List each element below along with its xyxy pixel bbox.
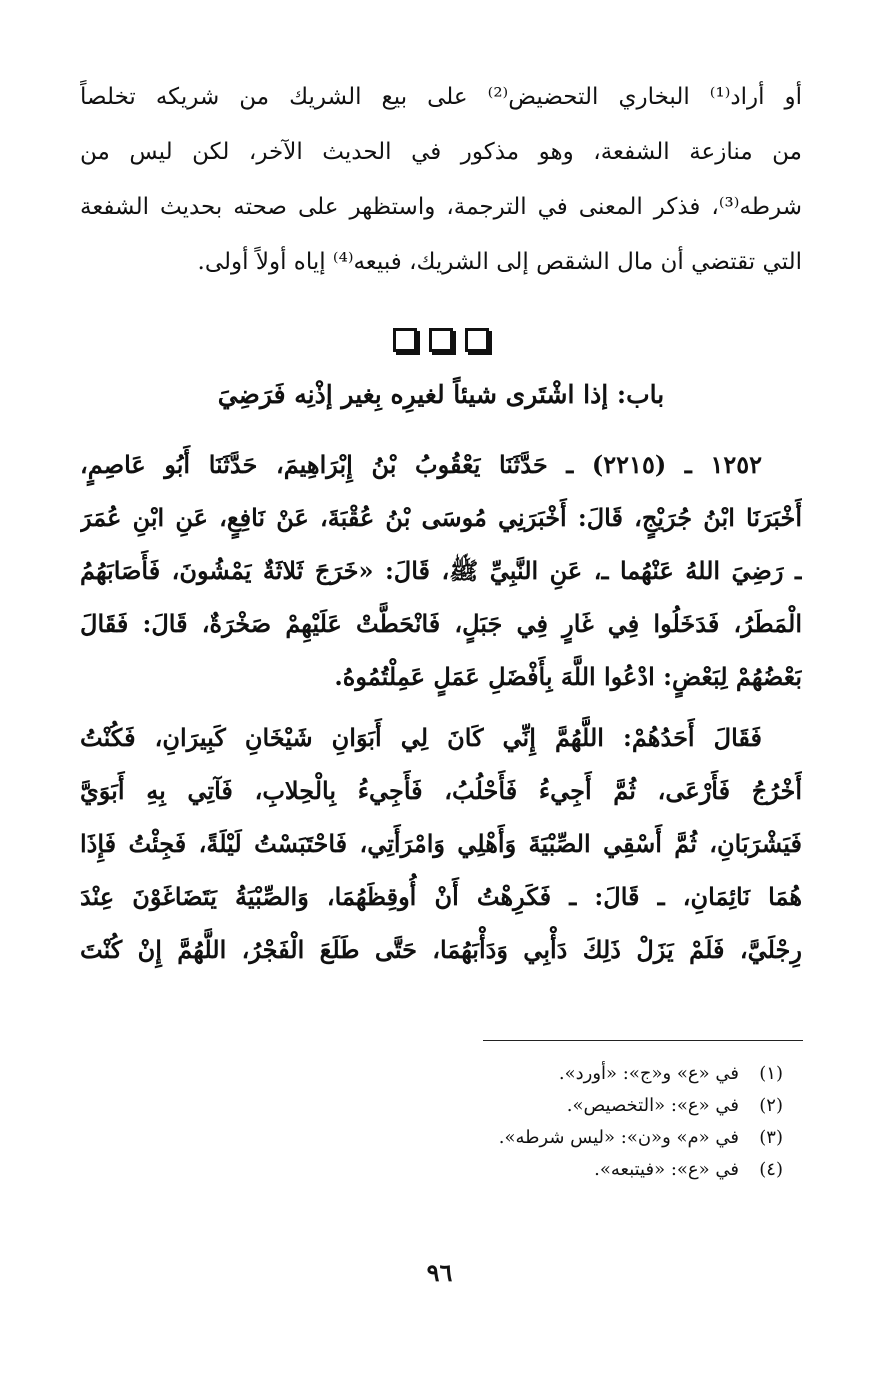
footnote-number: (٤) <box>759 1159 783 1180</box>
footnote-text: في «م» و«ن»: «ليس شرطه». <box>498 1127 739 1148</box>
square-ornament-icon <box>465 328 489 352</box>
chapter-label: باب: <box>616 380 665 409</box>
hadith-line: رِجْلَيَّ، فَلَمْ يَزَلْ ذَلِكَ دَأْبِي وَدَأْبَهُمَا، حَتَّى طَلَعَ الْفَجْرُ، اللَّهُمَّ إِنْ كُنْتَ <box>80 935 802 964</box>
footnote-text: في «ع» و«ج»: «أورد». <box>558 1063 739 1084</box>
footnote-number: (٢) <box>759 1095 783 1116</box>
hadith-line: ١٢٥٢ ـ (٢٢١٥) ـ حَدَّثَنَا يَعْقُوبُ بْنُ إِبْرَاهِيمَ، حَدَّثَنَا أَبُو عَاصِمٍ، <box>80 450 762 479</box>
hadith-line: هُمَا نَائِمَانِ، ـ قَالَ: ـ فَكَرِهْتُ أَنْ أُوقِظَهُمَا، وَالصِّبْيَةُ يَتَضَاغَوْنَ عِنْدَ <box>80 882 802 911</box>
footnote-item <box>383 1154 783 1186</box>
footnote-text: في «ع»: «فيتبعه». <box>594 1159 739 1180</box>
hadith-paragraph <box>80 711 802 976</box>
square-ornament-icon <box>429 328 453 352</box>
commentary-line: التي تقتضي أن مال الشقص إلى الشريك، فبيعه⁽⁴⁾ إياه أولاً أولى. <box>197 249 802 275</box>
hadith-line: أَخْرُجُ فَأَرْعَى، ثُمَّ أَجِيءُ فَأَحْلُبُ، فَأَجِيءُ بِالْحِلابِ، فَآتِي بِهِ أَبَوَيَّ <box>80 776 802 805</box>
hadith-line: فَقَالَ أَحَدُهُمْ: اللَّهُمَّ إِنِّي كَانَ لِي أَبَوَانِ شَيْخَانِ كَبِيرَانِ، فَكُنْتُ <box>80 723 762 752</box>
section-separator <box>80 328 802 352</box>
footnote-number: (٣) <box>759 1127 783 1148</box>
hadith-line: ـ رَضِيَ اللهُ عَنْهُما ـ، عَنِ النَّبِيِّ ﷺ، قَالَ: «خَرَجَ ثَلاثَةٌ يَمْشُونَ، فَأَصَابَهُمُ <box>80 556 802 585</box>
footnote-item <box>383 1058 783 1090</box>
chapter-heading <box>80 370 802 420</box>
hadith-paragraph <box>80 438 802 703</box>
square-ornament-icon <box>393 328 417 352</box>
footnote-divider <box>483 1040 803 1041</box>
commentary-line: من منازعة الشفعة، وهو مذكور في الحديث الآخر، لكن ليس من <box>80 139 802 165</box>
footnote-item <box>383 1090 783 1122</box>
hadith-text <box>80 438 802 976</box>
footnote-number: (١) <box>759 1063 783 1084</box>
footnotes <box>383 1058 783 1186</box>
footnote-text: في «ع»: «التخصيص». <box>566 1095 739 1116</box>
page-number: ٩٦ <box>426 1258 453 1287</box>
commentary-line: أو أراد⁽¹⁾ البخاري التحضيض⁽²⁾ على بيع الشريك من شريكه تخلصاً <box>80 84 802 110</box>
hadith-line: الْمَطَرُ، فَدَخَلُوا فِي غَارٍ فِي جَبَلٍ، فَانْحَطَّتْ عَلَيْهِمْ صَخْرَةٌ، قَالَ: فَقَالَ <box>80 609 802 638</box>
footnote-item <box>383 1122 783 1154</box>
commentary-line: شرطه⁽³⁾، فذكر المعنى في الترجمة، واستظهر على صحته بحديث الشفعة <box>80 194 802 220</box>
chapter-title: إذا اشْتَرى شيئاً لغيرِه بِغير إذْنِه فَرَضِيَ <box>217 380 609 409</box>
page-body <box>80 70 802 976</box>
hadith-line: فَيَشْرَبَانِ، ثُمَّ أَسْقِي الصِّبْيَةَ وَأَهْلِي وَامْرَأَتِي، فَاحْتَبَسْتُ لَيْلَةً، فَجِئْتُ فَإِذَا <box>80 829 802 858</box>
hadith-line: بَعْضُهُمْ لِبَعْضٍ: ادْعُوا اللَّهَ بِأَفْضَلِ عَمَلٍ عَمِلْتُمُوهُ. <box>334 662 802 691</box>
commentary-paragraph <box>80 70 802 290</box>
hadith-line: أَخْبَرَنَا ابْنُ جُرَيْجٍ، قَالَ: أَخْبَرَنِي مُوسَى بْنُ عُقْبَةَ، عَنْ نَافِعٍ، عَنِ ابْنِ عُمَرَ <box>80 503 802 532</box>
